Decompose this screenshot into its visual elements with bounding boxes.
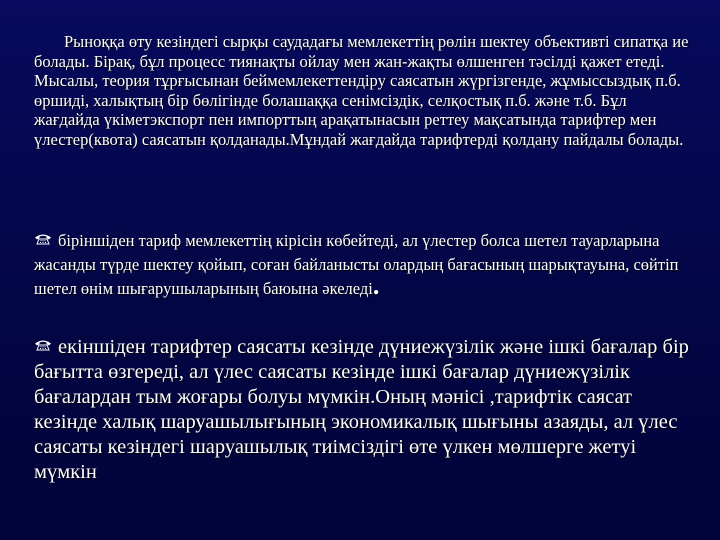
bullet-text: екіншіден тарифтер саясаты кезінде дүниежүзілік және ішкі бағалар бір бағытта өзгереді, ал үлес саясаты кезінде ішкі бағалар дүниежүзілік бағалардан тым жоғары болуы мүмкін.Оның мәнісі ,тарифтік саясат кезінде халық шаруашылығының экономикалық шығыны азаяды, ал үлес саясаты кезіндегі шаруашылық тиімсіздігі өте үлкен мөлшерге жетуі мүмкін xyxy=(34,336,689,483)
bullet-text: біріншіден тариф мемлекеттің кірісін көбейтеді, ал үлестер болса шетел тауарларына жасанды түрде шектеу қойып, соған байланысты олардың бағасының шарықтауына, сөйтіп шетел өнім шығарушыларының баюына әкеледі xyxy=(34,231,679,298)
telephone-icon xyxy=(34,233,52,245)
telephone-icon xyxy=(34,339,52,351)
bullet-end-mark: . xyxy=(372,271,380,300)
intro-paragraph xyxy=(34,32,694,150)
bullet-first xyxy=(34,229,694,301)
bullet-second xyxy=(34,335,694,485)
intro-text: Рыноққа өту кезіндегі сырқы саудадағы мемлекеттің рөлін шектеу объективті сипатқа ие болады. Бірақ, бұл процесс тиянақты ойлау мен жан-жақты өлшенген тәсілді қажет етеді. Мысалы, теория тұрғысынан беймемлекеттендіру саясатын жүргізгенде, жұмыссыздық п.б. өршиді, халықтың бір бөлігінде болашаққа сенімсіздік, селқостық п.б. және т.б. Бұл жағдайда үкіметэкспорт пен импорттың арақатынасын реттеу мақсатында тарифтер мен үлестер(квота) саясатын қолданады.Мұндай жағдайда тарифтерді қолдану пайдалы болады. xyxy=(34,32,689,149)
